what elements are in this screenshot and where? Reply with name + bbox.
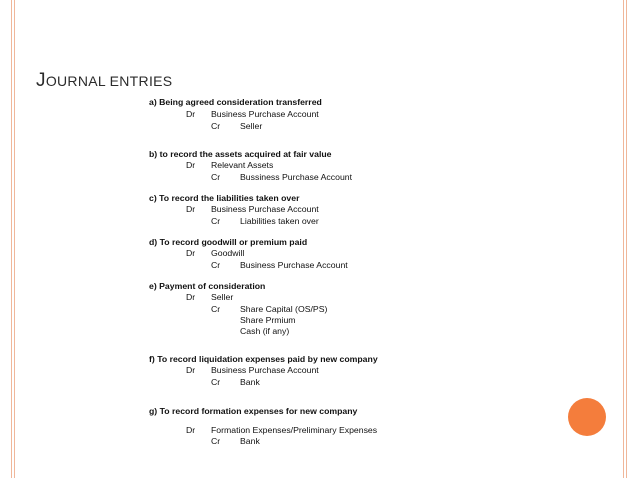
entry-f-cr-label: Cr [211,377,221,387]
entry-g-heading: g) To record formation expenses for new company [149,406,358,416]
title-initial: J [36,70,46,91]
slide-title [36,70,172,92]
entry-b-cr-label: Cr [211,172,221,182]
entry-f-debit: Business Purchase Account [211,365,319,375]
entry-e-debit: Seller [211,292,234,302]
entry-g-dr-label: Dr [186,425,196,435]
entry-d-dr-label: Dr [186,248,196,258]
entry-a-debit: Business Purchase Account [211,109,319,119]
left-border-line-inner [14,0,15,478]
entry-e-credit-1: Share Capital (OS/PS) [240,304,328,314]
entry-d-heading: d) To record goodwill or premium paid [149,237,308,247]
entry-e-credit-2: Share Prmium [240,315,296,325]
entry-c-credit: Liabilities taken over [240,216,319,226]
entry-e-credit-3: Cash (if any) [240,326,290,336]
entry-c-heading: c) To record the liabilities taken over [149,193,300,203]
entry-g-cr-label: Cr [211,436,221,446]
entry-f-dr-label: Dr [186,365,196,375]
right-border-line-inner [623,0,624,478]
entry-f-heading: f) To record liquidation expenses paid by new company [149,354,378,364]
entry-g-debit: Formation Expenses/Preliminary Expenses [211,425,378,435]
left-border-line [11,0,12,478]
entry-a-credit: Seller [240,121,263,131]
right-border-line [626,0,627,478]
entry-a-cr-label: Cr [211,121,221,131]
entry-e-dr-label: Dr [186,292,196,302]
entry-a-dr-label: Dr [186,109,196,119]
entry-b-dr-label: Dr [186,160,196,170]
entry-b-debit: Relevant Assets [211,160,274,170]
entry-e-cr-label: Cr [211,304,221,314]
entry-d-cr-label: Cr [211,260,221,270]
entry-d-debit: Goodwill [211,248,245,258]
entry-d-credit: Business Purchase Account [240,260,348,270]
entry-b-heading: b) to record the assets acquired at fair value [149,149,332,159]
title-rest: OURNAL ENTRIES [45,73,173,89]
entry-f-credit: Bank [240,377,260,387]
entry-e-heading: e) Payment of consideration [149,281,266,291]
decorative-circle [568,398,606,436]
entry-c-dr-label: Dr [186,204,196,214]
entry-a-heading: a) Being agreed consideration transferred [149,97,322,107]
entry-c-cr-label: Cr [211,216,221,226]
entry-g-credit: Bank [240,436,260,446]
entry-c-debit: Business Purchase Account [211,204,319,214]
entry-b-credit: Bussiness Purchase Account [240,172,353,182]
